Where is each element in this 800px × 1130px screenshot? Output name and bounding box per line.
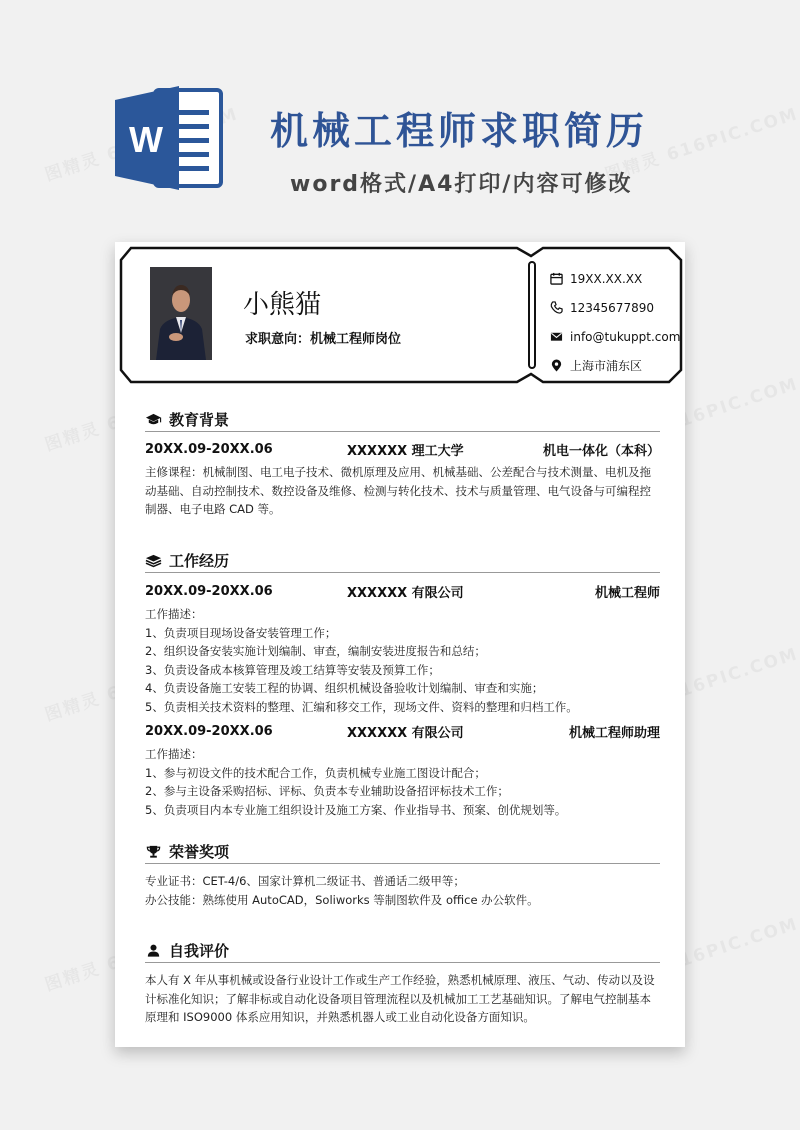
contact-phone (550, 293, 680, 322)
contact-address (550, 351, 680, 380)
text-line: 3、负责设备成本核算管理及竣工结算等安装及预算工作； (145, 662, 440, 677)
candidate-name: 小熊猫 (243, 290, 322, 320)
section-title: 工作经历 (169, 551, 230, 570)
text-line: 工作描述： (145, 607, 203, 621)
text-line: 本人有 X 年从事机械或设备行业设计工作或生产工作经验，熟悉机械原理、液压、气动、传动以及设 (145, 973, 655, 987)
job-period: 20XX.09-20XX.06 (145, 723, 273, 739)
job-description (145, 605, 660, 716)
text-line: 专业证书：CET-4/6、国家计算机二级证书、普通话二级甲等； (145, 874, 465, 888)
text-line: 2、组织设备安装实施计划编制、审查，编制安装进度报告和总结； (145, 644, 486, 658)
section-header (145, 407, 660, 432)
section-title: 荣誉奖项 (169, 842, 230, 861)
text-line: 原理和 ISO9000 体系应用知识，并熟悉机器人或工业自动化设备方面知识。 (145, 1010, 535, 1024)
job-company: XXXXXX 有限公司 (347, 725, 464, 741)
contact-list (550, 264, 680, 380)
section-header (145, 938, 660, 963)
word-logo-letter: W (129, 119, 163, 160)
layers-icon (145, 553, 162, 568)
self-evaluation-section (145, 938, 660, 1027)
phone-icon (550, 301, 563, 314)
text-line: 动基础、自动控制技术、数控设备及维修、检测与转化技术、技术与质量管理、电气设备与可编程控 (145, 483, 651, 498)
education-row (145, 437, 660, 461)
education-period: 20XX.09-20XX.06 (145, 441, 273, 457)
job-row (145, 719, 660, 743)
text-line: 2、参与主设备采购招标、评标、负责本专业辅助设备招评标技术工作； (145, 784, 509, 798)
resume-page (115, 242, 685, 1047)
user-icon (145, 943, 162, 958)
section-title: 自我评价 (169, 941, 230, 960)
job-role: 机械工程师助理 (568, 725, 660, 741)
section-header (145, 839, 660, 864)
job-row (145, 579, 660, 603)
text-line: 主修课程：机械制图、电工电子技术、微机原理及应用、机械基础、公差配合与技术测量、电机及拖 (145, 465, 651, 479)
job-company: XXXXXX 有限公司 (347, 585, 464, 601)
section-title: 教育背景 (169, 410, 230, 429)
text-line: 5、负责项目内本专业施工组织设计及施工方案、作业指导书、预案、创优规划等。 (145, 802, 567, 817)
contact-email-text: info@tukuppt.com (570, 329, 681, 344)
honors-section (145, 839, 660, 909)
mail-icon (550, 330, 563, 343)
profile-photo (150, 267, 212, 360)
word-logo-icon (115, 86, 225, 190)
trophy-icon (145, 844, 162, 859)
text-line: 办公技能：熟练使用 AutoCAD，Soliworks 等制图软件及 office 办公软件。 (145, 892, 539, 907)
education-courses (145, 463, 660, 519)
contact-birth (550, 264, 680, 293)
contact-birth-text: 19XX.XX.XX (570, 271, 643, 286)
job-role: 机械工程师 (594, 585, 660, 601)
contact-phone-text: 12345677890 (570, 300, 654, 315)
job-description (145, 745, 660, 819)
calendar-icon (550, 272, 563, 285)
text-line: 1、负责项目现场设备安装管理工作； (145, 625, 337, 640)
banner-title: 机械工程师求职简历 (270, 109, 649, 153)
job-period: 20XX.09-20XX.06 (145, 583, 273, 599)
work-section (145, 548, 660, 819)
education-major: 机电一体化（本科） (542, 443, 660, 459)
text-line: 1、参与初设文件的技术配合工作，负责机械专业施工图设计配合； (145, 765, 486, 780)
text-line: 4、负责设备施工安装工程的协调、组织机械设备验收计划编制、审查和实施； (145, 681, 544, 695)
text-line: 制器、电子电路 CAD 等。 (145, 502, 281, 516)
education-section (145, 407, 660, 519)
location-pin-icon (550, 359, 563, 372)
text-line: 工作描述： (145, 747, 203, 761)
contact-address-text: 上海市浦东区 (570, 359, 643, 373)
text-line: 5、负责相关技术资料的整理、汇编和移交工作，现场文件、资料的整理和归档工作。 (145, 699, 578, 714)
job-intent: 求职意向：机械工程师岗位 (245, 332, 402, 347)
honors-list (145, 872, 660, 909)
contact-email (550, 322, 680, 351)
section-header (145, 548, 660, 573)
education-school: XXXXXX 理工大学 (347, 443, 464, 459)
graduation-cap-icon (145, 412, 162, 427)
banner-subtitle: word格式/A4打印/内容可修改 (290, 172, 633, 197)
self-evaluation-text (145, 971, 660, 1027)
text-line: 计标准化知识；了解非标或自动化设备项目管理流程以及机械加工工艺基础知识。了解电气控制基本 (145, 991, 651, 1006)
